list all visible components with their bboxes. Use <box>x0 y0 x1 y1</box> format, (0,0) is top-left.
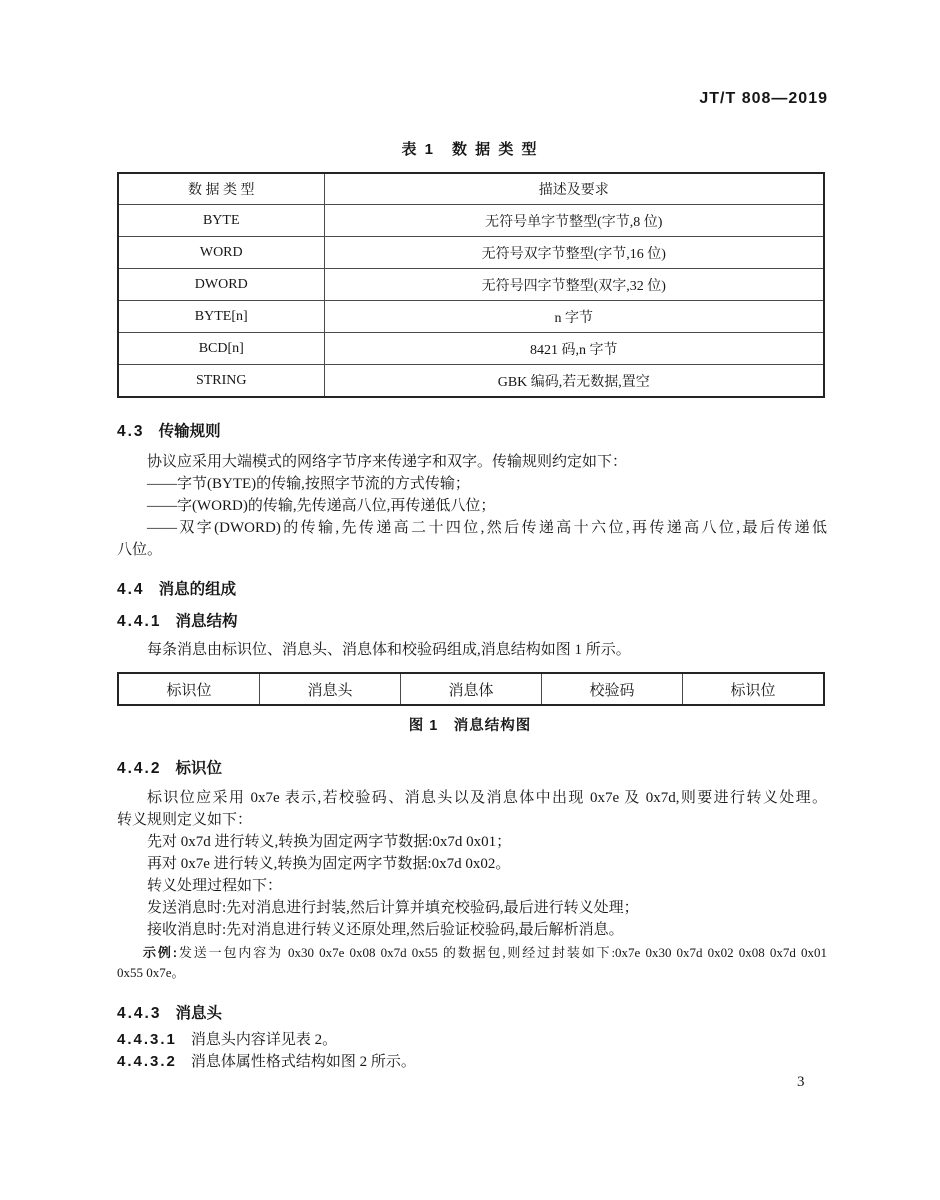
table-cell-desc: n 字节 <box>324 301 824 333</box>
paragraph: 发送消息时:先对消息进行封装,然后计算并填充校验码,最后进行转义处理； <box>147 900 639 916</box>
section-4-3-body <box>117 451 827 561</box>
table-cell-desc: GBK 编码,若无数据,置空 <box>324 365 824 398</box>
table-row <box>118 301 824 333</box>
section-number: 4.4.3 <box>117 1005 162 1022</box>
list-item: ——字(WORD)的传输,先传递高八位,再传递低八位； <box>147 498 496 514</box>
section-4-3-heading <box>117 419 221 440</box>
section-4-4-3-heading <box>117 1001 222 1022</box>
table-cell-type: DWORD <box>118 269 324 301</box>
example-text: 发送一包内容为 0x30 0x7e 0x08 0x7d 0x55 的数据包,则经过封装如下:0x7e 0x30 0x7d 0x02 0x08 0x7d 0x01 <box>177 945 827 960</box>
example-line-continuation: 0x55 0x7e。 <box>117 965 185 980</box>
paragraph: 再对 0x7e 进行转义,转换为固定两字节数据:0x7d 0x02。 <box>147 856 511 872</box>
table-cell-desc: 8421 码,n 字节 <box>324 333 824 365</box>
table-row <box>118 237 824 269</box>
paragraph: 转义处理过程如下： <box>147 878 283 894</box>
section-number: 4.4 <box>117 581 145 598</box>
table-row <box>118 365 824 398</box>
section-title: 消息结构 <box>175 613 238 630</box>
table1-header-row <box>118 173 824 205</box>
table1-caption: 表 1 数 据 类 型 <box>401 141 539 158</box>
figure1-cell: 标识位 <box>166 682 212 699</box>
example-line <box>117 943 827 963</box>
doc-number: JT/T 808—2019 <box>699 90 828 107</box>
page-number: 3 <box>797 1074 805 1090</box>
table-cell-type: WORD <box>118 237 324 269</box>
clause-4-4-3-2 <box>117 1051 827 1073</box>
section-number: 4.4.2 <box>117 760 162 777</box>
table-cell-type: BYTE <box>118 205 324 237</box>
table-cell-type: STRING <box>118 365 324 398</box>
table-row <box>118 269 824 301</box>
table-cell-type: BYTE[n] <box>118 301 324 333</box>
section-title: 消息的组成 <box>158 581 237 598</box>
table-cell-desc: 无符号四字节整型(双字,32 位) <box>324 269 824 301</box>
table-row <box>118 205 824 237</box>
section-title: 消息头 <box>175 1005 222 1022</box>
list-item-continuation: 八位。 <box>117 542 163 558</box>
section-4-4-1-body <box>117 639 827 661</box>
table1-data-types <box>117 172 825 398</box>
section-title: 标识位 <box>175 760 222 777</box>
paragraph: 协议应采用大端模式的网络字节序来传递字和双字。传输规则约定如下： <box>147 454 628 470</box>
paragraph: 标识位应采用 0x7e 表示,若校验码、消息头以及消息体中出现 0x7e 及 0x7d,则要进行转义处理。 <box>147 790 827 806</box>
figure1-cell: 消息头 <box>259 674 400 704</box>
example-label: 示例: <box>143 945 178 960</box>
section-number: 4.4.1 <box>117 613 162 630</box>
clause-number: 4.4.3.1 <box>117 1031 177 1048</box>
clause-number: 4.4.3.2 <box>117 1053 177 1070</box>
paragraph-continuation: 转义规则定义如下： <box>117 812 253 828</box>
section-4-4-heading <box>117 577 237 598</box>
table-cell-type: BCD[n] <box>118 333 324 365</box>
figure1-cell: 标识位 <box>682 674 823 704</box>
table-cell-desc: 无符号单字节整型(字节,8 位) <box>324 205 824 237</box>
table1-col-header-desc: 描述及要求 <box>324 173 824 205</box>
section-4-4-1-heading <box>117 609 238 630</box>
clause-text: 消息头内容详见表 2。 <box>190 1032 338 1048</box>
table-cell-desc: 无符号双字节整型(字节,16 位) <box>324 237 824 269</box>
list-item: ——双字(DWORD)的传输,先传递高二十四位,然后传递高十六位,再传递高八位,最后传递低 <box>147 520 827 536</box>
example-note <box>117 943 827 983</box>
table1-col-header-type: 数 据 类 型 <box>118 173 324 205</box>
figure1-cell: 校验码 <box>541 674 682 704</box>
section-4-4-2-body <box>117 787 827 941</box>
section-title: 传输规则 <box>158 423 221 440</box>
table-row <box>118 333 824 365</box>
section-number: 4.3 <box>117 423 145 440</box>
paragraph: 每条消息由标识位、消息头、消息体和校验码组成,消息结构如图 1 所示。 <box>147 642 631 658</box>
figure1-caption: 图 1 消息结构图 <box>408 718 532 734</box>
clause-4-4-3-1 <box>117 1029 827 1051</box>
section-4-4-2-heading <box>117 756 222 777</box>
figure1-message-structure <box>117 672 825 706</box>
paragraph: 接收消息时:先对消息进行转义还原处理,然后验证校验码,最后解析消息。 <box>147 922 624 938</box>
paragraph: 先对 0x7d 进行转义,转换为固定两字节数据:0x7d 0x01； <box>147 834 512 850</box>
list-item: ——字节(BYTE)的传输,按照字节流的方式传输； <box>147 476 470 492</box>
figure1-cell: 消息体 <box>400 674 541 704</box>
clause-text: 消息体属性格式结构如图 2 所示。 <box>190 1054 416 1070</box>
